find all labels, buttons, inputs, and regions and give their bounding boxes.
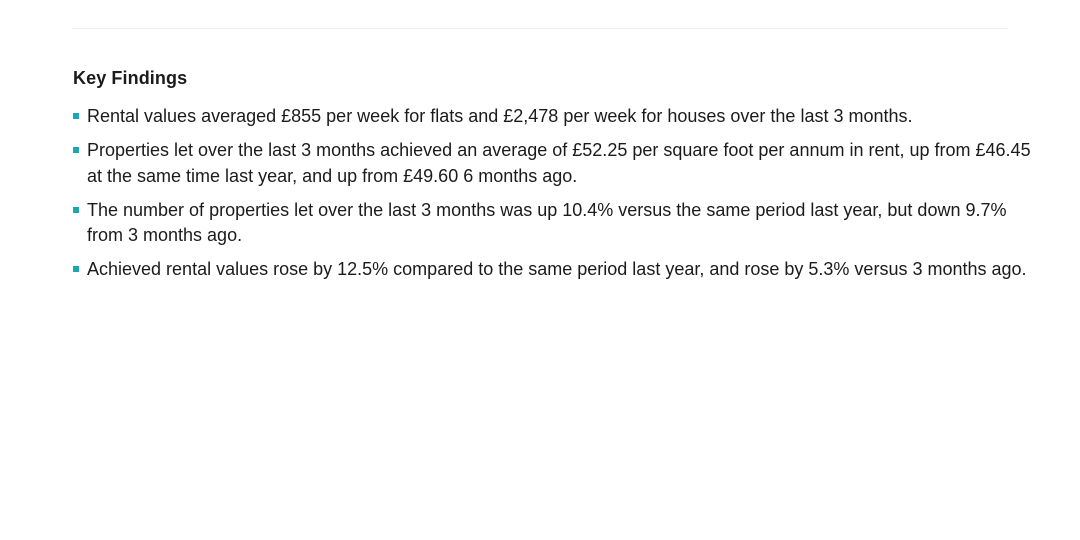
square-bullet-icon xyxy=(73,266,79,272)
finding-text: Rental values averaged £855 per week for flats and £2,478 per week for houses over the last 3 months. xyxy=(87,106,913,126)
finding-item xyxy=(73,104,1033,130)
finding-item xyxy=(73,257,1033,283)
finding-text: Achieved rental values rose by 12.5% compared to the same period last year, and rose by 5.3% versus 3 months ago. xyxy=(87,259,1027,279)
square-bullet-icon xyxy=(73,207,79,213)
finding-item xyxy=(73,138,1033,189)
square-bullet-icon xyxy=(73,147,79,153)
finding-text: The number of properties let over the last 3 months was up 10.4% versus the same period last year, but down 9.7% from 3 months ago. xyxy=(87,199,1007,245)
findings-list xyxy=(73,104,1033,283)
key-findings-section xyxy=(73,66,1033,291)
square-bullet-icon xyxy=(73,113,79,119)
section-heading: Key Findings xyxy=(73,68,188,88)
finding-text: Properties let over the last 3 months achieved an average of £52.25 per square foot per annum in rent, up from £46.45 at the same time last year, and up from £49.60 6 months ago. xyxy=(87,140,1031,186)
top-divider xyxy=(72,28,1008,29)
finding-item xyxy=(73,198,1033,249)
